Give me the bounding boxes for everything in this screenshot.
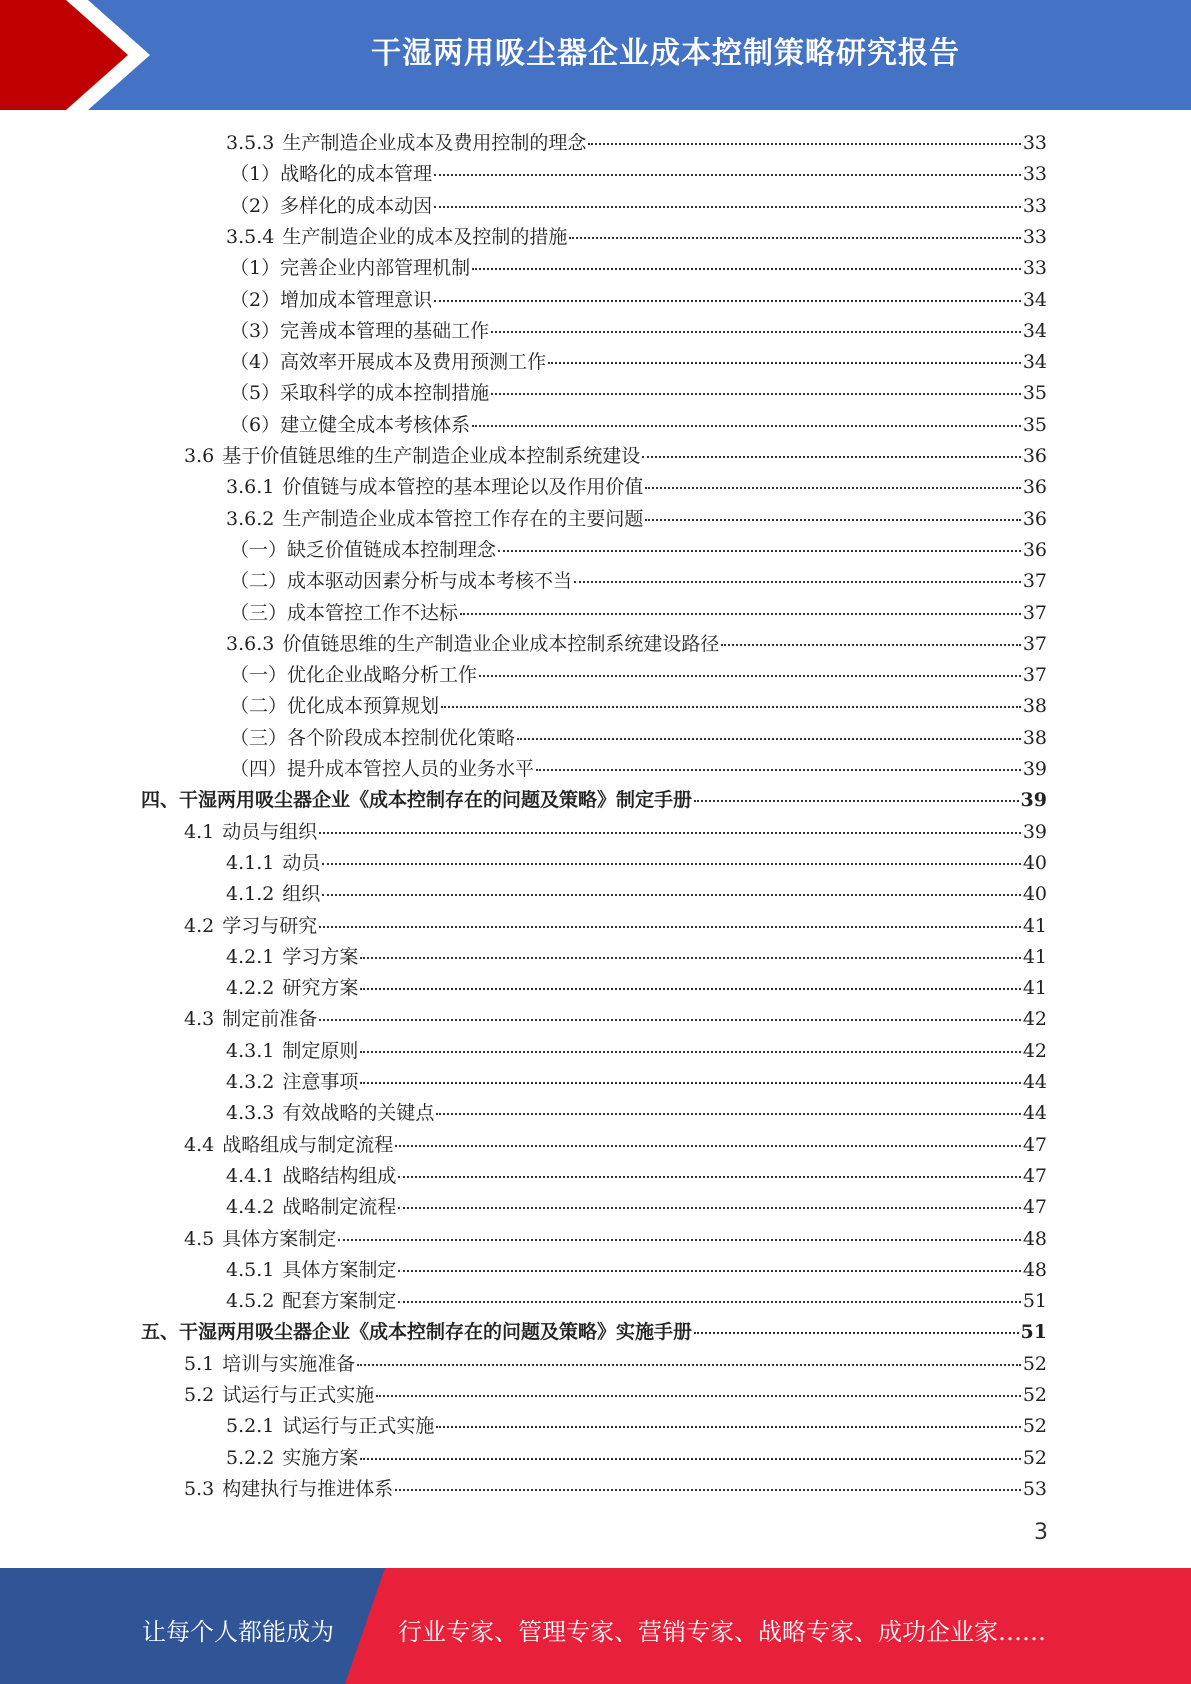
toc-entry[interactable]: [230, 253, 1047, 284]
toc-entry-label: [184, 817, 317, 848]
toc-entry[interactable]: [226, 128, 1047, 159]
toc-entry-text: （二）优化成本预算规划: [230, 695, 440, 718]
toc-entry-label: [230, 535, 496, 566]
toc-entry-label: [226, 1067, 358, 1098]
toc-dot-leader: [398, 1207, 1020, 1209]
toc-dot-leader: [398, 1176, 1020, 1178]
toc-entry-text: 学习方案: [282, 945, 359, 968]
toc-entry-text: （二）成本驱动因素分析与成本考核不当: [230, 570, 573, 593]
toc-entry[interactable]: [230, 535, 1047, 566]
toc-entry-text: （三）成本管控工作不达标: [230, 601, 459, 624]
toc-dot-leader: [398, 1301, 1020, 1303]
toc-entry-page: 42: [1022, 1039, 1047, 1062]
toc-entry-label: [226, 848, 320, 879]
toc-entry-number: 4.1.1: [226, 851, 275, 874]
toc-dot-leader: [395, 1489, 1021, 1491]
toc-dot-leader: [548, 362, 1021, 364]
toc-entry-number: 4.3: [184, 1008, 215, 1031]
toc-entry-label: [184, 1380, 374, 1411]
toc-entry-number: 4.4: [184, 1133, 215, 1156]
toc-entry-label: [226, 942, 358, 973]
toc-entry[interactable]: [226, 1098, 1047, 1129]
toc-entry-number: 3.6.2: [226, 507, 275, 530]
toc-entry-label: [226, 222, 567, 253]
toc-entry[interactable]: [230, 285, 1047, 316]
toc-entry-text: 生产制造企业成本及费用控制的理念: [282, 132, 587, 154]
footer-band: [0, 1568, 1191, 1684]
toc-entry-page: 34: [1022, 319, 1047, 342]
toc-entry-number: 5.2: [184, 1384, 215, 1406]
toc-dot-leader: [322, 894, 1020, 896]
toc-entry-text: 具体方案制定: [282, 1258, 397, 1281]
toc-entry-number: 4.3.2: [226, 1071, 275, 1093]
toc-entry-label: [184, 1004, 317, 1035]
toc-entry-label: [226, 1255, 396, 1286]
page-number: 3: [1034, 1520, 1048, 1545]
toc-entry-text: 试运行与正式实施: [222, 1384, 375, 1406]
toc-entry-label: [226, 1161, 396, 1192]
toc-entry-text: （一）缺乏价值链成本控制理念: [230, 538, 497, 561]
toc-entry-text: （5）采取科学的成本控制措施: [230, 382, 490, 405]
toc-entry-text: 学习与研究: [222, 914, 318, 937]
toc-entry-page: 33: [1022, 163, 1047, 186]
toc-dot-leader: [517, 738, 1021, 740]
toc-entry-label: [230, 723, 515, 754]
toc-entry-page: 37: [1022, 664, 1047, 687]
toc-entry-number: 4.5.2: [226, 1290, 275, 1313]
toc-entry-page: 44: [1022, 1071, 1047, 1093]
footer-slogan-left: 让每个人都能成为: [142, 1618, 334, 1646]
toc-entry-number: 5.2.2: [226, 1446, 275, 1469]
toc-entry[interactable]: [226, 222, 1047, 253]
toc-entry-text: 制定前准备: [222, 1008, 318, 1031]
toc-entry-number: 5.3: [184, 1477, 215, 1500]
toc-entry-label: [226, 1036, 358, 1067]
toc-dot-leader: [588, 143, 1020, 145]
toc-dot-leader: [319, 926, 1021, 928]
toc-entry-label: [230, 191, 432, 222]
toc-entry-page: 36: [1022, 445, 1047, 467]
toc-entry-number: 4.4.2: [226, 1196, 275, 1219]
toc-entry-page: 38: [1022, 695, 1047, 718]
toc-entry-text: （1）战略化的成本管理: [230, 163, 433, 186]
toc-dot-leader: [360, 988, 1020, 990]
toc-entry-page: 37: [1022, 632, 1047, 655]
toc-entry-label: [226, 1098, 434, 1129]
toc-entry-page: 40: [1022, 851, 1047, 874]
toc-entry-page: 51: [1022, 1290, 1047, 1313]
toc-entry-label: [226, 879, 320, 910]
toc-entry-label: [226, 504, 643, 535]
toc-dot-leader: [319, 1019, 1021, 1021]
toc-entry-label: [230, 566, 572, 597]
toc-dot-leader: [498, 550, 1021, 552]
toc-entry[interactable]: [184, 1130, 1047, 1161]
toc-entry-label: [226, 128, 586, 159]
toc-entry[interactable]: [226, 504, 1047, 535]
toc-entry-label: [226, 1192, 396, 1223]
toc-entry-text: 构建执行与推进体系: [222, 1477, 394, 1500]
toc-entry[interactable]: [230, 191, 1047, 222]
toc-entry[interactable]: [226, 629, 1047, 660]
toc-entry-number: 4.1.2: [226, 883, 275, 906]
toc-entry-page: 36: [1022, 507, 1047, 530]
toc-dot-leader: [472, 268, 1021, 270]
toc-entry-text: 基于价值链思维的生产制造企业成本控制系统建设: [222, 445, 641, 467]
toc-entry-text: 培训与实施准备: [222, 1352, 356, 1375]
toc-entry-label: [230, 410, 470, 441]
toc-dot-leader: [569, 237, 1020, 239]
toc-entry-page: 52: [1022, 1352, 1047, 1375]
toc-entry-page: 35: [1022, 413, 1047, 436]
toc-entry-page: 52: [1022, 1446, 1047, 1469]
toc-entry-label: [141, 1317, 692, 1348]
toc-dot-leader: [642, 456, 1021, 458]
toc-entry-page: 47: [1022, 1133, 1047, 1156]
toc-entry-page: 35: [1022, 382, 1047, 405]
toc-entry-text: 生产制造企业成本管控工作存在的主要问题: [282, 507, 644, 530]
toc-entry-page: 33: [1022, 225, 1047, 248]
toc-entry-page: 36: [1022, 538, 1047, 561]
toc-entry-text: 价值链思维的生产制造业企业成本控制系统建设路径: [282, 632, 720, 655]
toc-entry-label: [230, 159, 432, 190]
toc-entry-text: 试运行与正式实施: [282, 1415, 435, 1438]
toc-entry-label: [230, 691, 439, 722]
toc-entry-text: 战略制定流程: [282, 1196, 397, 1219]
page-title: 干湿两用吸尘器企业成本控制策略研究报告: [371, 36, 960, 71]
toc-entry-label: [226, 1411, 434, 1442]
toc-entry-page: 44: [1022, 1102, 1047, 1125]
toc-entry-label: [184, 1349, 355, 1380]
toc-entry-page: 48: [1022, 1258, 1047, 1281]
toc-entry-label: [184, 911, 317, 942]
toc-entry[interactable]: [226, 1192, 1047, 1223]
toc-entry-label: [230, 347, 546, 378]
toc-entry-page: 53: [1022, 1477, 1047, 1500]
toc-entry-text: （1）完善企业内部管理机制: [230, 257, 471, 280]
toc-entry[interactable]: [226, 472, 1047, 503]
toc-entry[interactable]: [226, 1255, 1047, 1286]
toc-entry-text: （3）完善成本管理的基础工作: [230, 319, 490, 342]
toc-entry[interactable]: [230, 566, 1047, 597]
toc-entry-text: 有效战略的关键点: [282, 1102, 435, 1125]
toc-entry-label: [230, 253, 470, 284]
toc-entry-label: [230, 598, 458, 629]
toc-entry-number: 4.2.2: [226, 977, 275, 1000]
toc-entry[interactable]: [226, 1036, 1047, 1067]
toc-dot-leader: [376, 1395, 1021, 1397]
toc-dot-leader: [694, 1332, 1019, 1334]
toc-entry-number: 3.5.4: [226, 225, 275, 248]
toc-entry[interactable]: [184, 911, 1047, 942]
toc-entry-number: 5.2.1: [226, 1415, 275, 1438]
toc-dot-leader: [479, 675, 1021, 677]
toc-entry-number: 3.5.3: [226, 132, 275, 154]
toc-entry-number: 4.5: [184, 1227, 215, 1250]
toc-entry-label: [226, 629, 719, 660]
toc-entry-number: 3.6: [184, 445, 215, 467]
toc-dot-leader: [574, 581, 1021, 583]
toc-entry-label: [184, 1474, 393, 1505]
toc-entry-page: 52: [1022, 1384, 1047, 1406]
toc-entry-page: 42: [1022, 1008, 1047, 1031]
toc-dot-leader: [395, 1145, 1021, 1147]
toc-entry-text: 制定原则: [282, 1039, 359, 1062]
toc-entry-text: 四、干湿两用吸尘器企业《成本控制存在的问题及策略》制定手册: [141, 789, 693, 812]
toc-entry-page: 39: [1022, 820, 1047, 843]
toc-entry-number: 4.3.1: [226, 1039, 275, 1062]
toc-dot-leader: [434, 300, 1021, 302]
toc-entry-number: 3.6.1: [226, 476, 275, 499]
toc-entry[interactable]: [184, 817, 1047, 848]
toc-entry[interactable]: [226, 973, 1047, 1004]
toc-dot-leader: [319, 832, 1021, 834]
toc-entry-text: （2）增加成本管理意识: [230, 288, 433, 311]
toc-entry-number: 5.1: [184, 1352, 215, 1375]
toc-entry-page: 33: [1022, 194, 1047, 217]
toc-dot-leader: [360, 1051, 1020, 1053]
toc-entry[interactable]: [230, 159, 1047, 190]
toc-entry-page: 51: [1020, 1321, 1047, 1344]
toc-dot-leader: [360, 1458, 1020, 1460]
header-band: [0, 0, 1191, 110]
toc-entry-page: 41: [1022, 914, 1047, 937]
toc-entry[interactable]: [230, 598, 1047, 629]
toc-entry-label: [230, 378, 489, 409]
toc-entry-label: [230, 285, 432, 316]
toc-entry[interactable]: [226, 879, 1047, 910]
toc-dot-leader: [721, 644, 1020, 646]
toc-entry-page: 33: [1022, 257, 1047, 280]
toc-dot-leader: [491, 393, 1021, 395]
toc-entry-page: 37: [1022, 601, 1047, 624]
toc-entry-number: 3.6.3: [226, 632, 275, 655]
toc-dot-leader: [398, 1270, 1020, 1272]
toc-entry-number: 4.5.1: [226, 1258, 275, 1281]
toc-entry[interactable]: [230, 347, 1047, 378]
toc-entry-number: 4.2: [184, 914, 215, 937]
toc-entry[interactable]: [226, 1161, 1047, 1192]
toc-entry-text: （4）高效率开展成本及费用预测工作: [230, 351, 547, 374]
toc-entry[interactable]: [184, 1349, 1047, 1380]
toc-entry-page: 52: [1022, 1415, 1047, 1438]
toc-entry[interactable]: [184, 441, 1047, 472]
toc-entry-page: 34: [1022, 288, 1047, 311]
toc-entry-text: 实施方案: [282, 1446, 359, 1469]
toc-entry[interactable]: [184, 1004, 1047, 1035]
toc-entry-label: [184, 1224, 336, 1255]
toc-dot-leader: [434, 174, 1021, 176]
toc-entry-page: 37: [1022, 570, 1047, 593]
toc-entry-page: 33: [1022, 132, 1047, 154]
toc-dot-leader: [441, 706, 1021, 708]
toc-entry-text: 研究方案: [282, 977, 359, 1000]
toc-entry-text: 具体方案制定: [222, 1227, 337, 1250]
toc-entry-text: 组织: [282, 883, 321, 906]
toc-entry-label: [184, 1130, 393, 1161]
toc-dot-leader: [360, 1082, 1020, 1084]
toc-entry-page: 34: [1022, 351, 1047, 374]
toc-entry-text: 战略组成与制定流程: [222, 1133, 394, 1156]
toc-entry[interactable]: [184, 1380, 1047, 1411]
toc-entry-label: [226, 472, 643, 503]
toc-dot-leader: [436, 1426, 1020, 1428]
toc-entry-number: 4.4.1: [226, 1164, 275, 1187]
toc-dot-leader: [645, 487, 1020, 489]
toc-entry-text: 五、干湿两用吸尘器企业《成本控制存在的问题及策略》实施手册: [141, 1321, 693, 1344]
toc-entry-page: 40: [1022, 883, 1047, 906]
toc-entry-label: [230, 316, 489, 347]
toc-entry-page: 36: [1022, 476, 1047, 499]
toc-entry-label: [230, 660, 477, 691]
toc-entry[interactable]: [226, 1443, 1047, 1474]
toc-entry-text: （四）提升成本管控人员的业务水平: [230, 758, 535, 780]
toc-entry[interactable]: [226, 1286, 1047, 1317]
toc-entry-label: [226, 973, 358, 1004]
toc-dot-leader: [694, 800, 1019, 802]
toc-entry[interactable]: [230, 723, 1047, 754]
toc-entry-page: 41: [1022, 945, 1047, 968]
toc-entry-label: [184, 441, 640, 472]
footer-slogan-right: 行业专家、管理专家、营销专家、战略专家、成功企业家……: [398, 1618, 1046, 1646]
header-arrow-graphic: [0, 0, 160, 110]
toc-entry-number: 4.3.3: [226, 1102, 275, 1125]
toc-entry[interactable]: [226, 1411, 1047, 1442]
toc-entry[interactable]: [230, 754, 1047, 785]
toc-entry[interactable]: [226, 848, 1047, 879]
toc-entry[interactable]: [230, 410, 1047, 441]
toc-entry[interactable]: [230, 691, 1047, 722]
toc-dot-leader: [491, 331, 1021, 333]
toc-entry-page: 48: [1022, 1227, 1047, 1250]
toc-entry-page: 47: [1022, 1164, 1047, 1187]
toc-entry-number: 4.2.1: [226, 945, 275, 968]
toc-entry[interactable]: [230, 378, 1047, 409]
toc-entry-label: [226, 1443, 358, 1474]
toc-entry-page: 39: [1020, 789, 1047, 812]
toc-entry-text: （三）各个阶段成本控制优化策略: [230, 726, 516, 749]
toc-entry[interactable]: [184, 1224, 1047, 1255]
toc-entry-text: 注意事项: [282, 1071, 359, 1093]
toc-entry-text: 价值链与成本管控的基本理论以及作用价值: [282, 476, 644, 499]
toc-dot-leader: [357, 1364, 1021, 1366]
toc-entry-label: [226, 1286, 396, 1317]
toc-entry-page: 38: [1022, 726, 1047, 749]
toc-dot-leader: [460, 613, 1021, 615]
toc-entry-page: 47: [1022, 1196, 1047, 1219]
toc-entry-number: 4.1: [184, 820, 215, 843]
toc-entry[interactable]: [230, 660, 1047, 691]
toc-entry[interactable]: [141, 1317, 1047, 1348]
toc-entry-text: （6）建立健全成本考核体系: [230, 413, 471, 436]
toc-entry[interactable]: [184, 1474, 1047, 1505]
toc-dot-leader: [338, 1239, 1021, 1241]
toc-dot-leader: [536, 769, 1021, 771]
toc-entry-text: 配套方案制定: [282, 1290, 397, 1313]
toc-entry-text: （2）多样化的成本动因: [230, 194, 433, 217]
toc-entry-text: 动员: [282, 851, 321, 874]
toc-entry-text: 战略结构组成: [282, 1164, 397, 1187]
toc-entry[interactable]: [141, 785, 1047, 816]
toc-entry-page: 39: [1022, 758, 1047, 780]
toc-entry-text: （一）优化企业战略分析工作: [230, 664, 478, 687]
toc-dot-leader: [645, 519, 1020, 521]
toc-entry[interactable]: [230, 316, 1047, 347]
toc-dot-leader: [436, 1113, 1020, 1115]
toc-entry-text: 动员与组织: [222, 820, 318, 843]
toc-dot-leader: [472, 425, 1021, 427]
toc-entry-page: 41: [1022, 977, 1047, 1000]
toc-dot-leader: [360, 957, 1020, 959]
toc-dot-leader: [322, 863, 1020, 865]
toc-entry[interactable]: [226, 942, 1047, 973]
toc-entry[interactable]: [226, 1067, 1047, 1098]
toc-entry-label: [230, 754, 534, 785]
toc-entry-label: [141, 785, 692, 816]
toc-dot-leader: [434, 206, 1021, 208]
toc-entry-text: 生产制造企业的成本及控制的措施: [282, 225, 568, 248]
